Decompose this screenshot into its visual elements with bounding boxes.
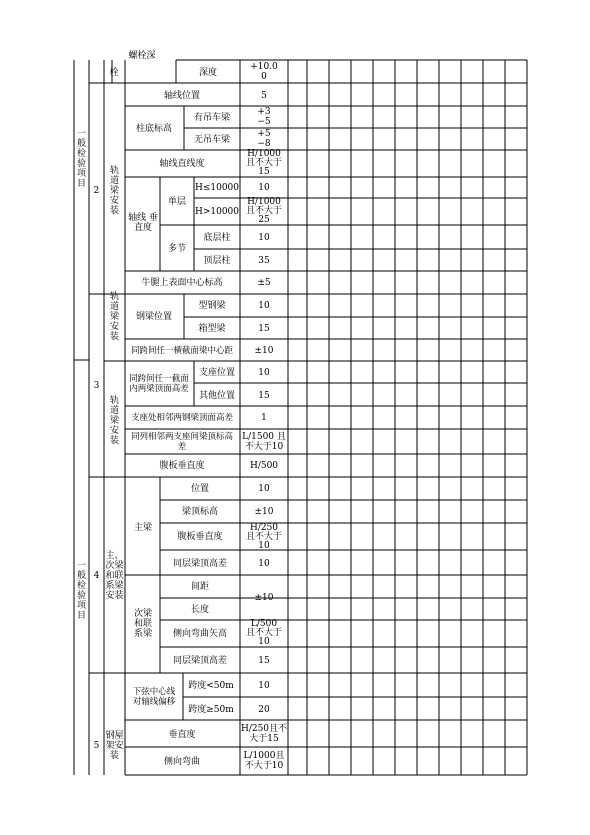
same-column-diff-label: 同列相邻两支座间梁顶标高差 bbox=[130, 432, 234, 452]
same-floor-diff2-value: 15 bbox=[258, 656, 270, 666]
item2-name: 轨道梁安装 bbox=[109, 166, 120, 216]
top-column-value: 35 bbox=[258, 256, 270, 266]
other-position-label: 其他位置 bbox=[198, 391, 236, 401]
main-beam-label: 主梁 bbox=[133, 523, 153, 533]
item4-name: 主、次梁和联系梁安装 bbox=[105, 551, 124, 601]
beam-top-elevation-value: ±10 bbox=[254, 507, 274, 517]
without-crane-beam-value: +5 −8 bbox=[257, 129, 271, 149]
top-fragment-text: 螺栓深 bbox=[128, 51, 156, 61]
box-beam-value: 15 bbox=[258, 324, 270, 334]
same-span-center-value: ±10 bbox=[254, 346, 274, 356]
support-position-value: 10 bbox=[258, 368, 270, 378]
same-floor-diff2-label: 同层梁顶高差 bbox=[172, 656, 228, 666]
span-ge-value: 20 bbox=[258, 705, 270, 715]
i-beam-value: 10 bbox=[258, 301, 270, 311]
same-span-center-label: 同跨间任一横截面梁中心距 bbox=[130, 346, 234, 356]
length-label: 长度 bbox=[190, 605, 210, 615]
beam-top-elevation-label: 梁顶标高 bbox=[181, 507, 219, 517]
chord-offset-label: 下弦中心线对轴线偏移 bbox=[132, 687, 176, 707]
lateral-bending-value: L/500 且不大于 10 bbox=[245, 619, 283, 647]
col-shuan-text: 栓 bbox=[109, 68, 119, 78]
other-position-value: 15 bbox=[258, 391, 270, 401]
item5-lateral-bending-value: L/1000且不大于10 bbox=[243, 751, 285, 771]
span-lt-value: 10 bbox=[258, 681, 270, 691]
axis-position-value: 5 bbox=[261, 91, 267, 101]
box-beam-label: 箱型梁 bbox=[198, 324, 226, 334]
top-column-label: 顶层柱 bbox=[203, 256, 231, 266]
without-crane-beam-label: 无吊车梁 bbox=[193, 135, 231, 145]
spacing-label: 间距 bbox=[190, 582, 210, 592]
web-verticality-value: H/500 bbox=[249, 461, 279, 471]
section-label-bottom: 一般检验项目 bbox=[76, 561, 87, 621]
item4-no: 4 bbox=[93, 571, 100, 581]
i-beam-label: 型钢梁 bbox=[198, 301, 226, 311]
position-label: 位置 bbox=[190, 484, 210, 494]
single-storey-label: 单层 bbox=[167, 197, 187, 207]
h-gt-label: H>10000 bbox=[194, 207, 240, 217]
bracket-elevation-label: 牛腿上表面中心标高 bbox=[141, 278, 223, 288]
span-ge-label: 跨度≥50m bbox=[188, 705, 234, 715]
table-text-layer bbox=[77, 49, 287, 771]
adjacent-beam-diff-label: 支座处相邻两钢梁顶面高差 bbox=[130, 413, 234, 423]
verticality-label: 垂直度 bbox=[168, 730, 196, 740]
top-height-diff-label: 同跨间任一截面内两梁顶面高差 bbox=[129, 374, 189, 394]
spacing-length-value: ±10 bbox=[254, 593, 274, 603]
item3-name: 轨道梁安装 bbox=[109, 396, 120, 446]
lateral-bending-label: 侧向弯曲矢高 bbox=[172, 629, 228, 639]
bottom-column-value: 10 bbox=[258, 233, 270, 243]
secondary-beam-label: 次梁和联系梁 bbox=[133, 609, 153, 639]
multi-storey-label: 多节 bbox=[167, 244, 187, 254]
with-crane-beam-label: 有吊车梁 bbox=[193, 113, 231, 123]
main-web-verticality-label: 腹板垂直度 bbox=[177, 532, 223, 542]
h-le-label: H≤10000 bbox=[194, 183, 240, 193]
item5-name: 钢屋架安装 bbox=[105, 731, 124, 761]
item2-no: 2 bbox=[93, 186, 100, 196]
with-crane-beam-value: +3 −5 bbox=[257, 107, 271, 127]
same-floor-diff-label: 同层梁顶高差 bbox=[172, 559, 228, 569]
support-position-label: 支座位置 bbox=[198, 368, 236, 378]
verticality-value: H/250且不大于15 bbox=[240, 724, 288, 744]
column-base-elevation-label: 柱底标高 bbox=[135, 124, 173, 134]
item3-no: 3 bbox=[93, 381, 100, 391]
depth-label: 深度 bbox=[198, 68, 218, 78]
bracket-elevation-value: ±5 bbox=[257, 278, 271, 288]
web-verticality-label: 腹板垂直度 bbox=[159, 461, 205, 471]
section-label-top: 一般检验项目 bbox=[76, 129, 87, 189]
same-floor-diff-value: 10 bbox=[258, 559, 270, 569]
adjacent-beam-diff-value: 1 bbox=[261, 413, 267, 423]
h-le-value: 10 bbox=[258, 183, 270, 193]
same-column-diff-value: L/1500 且不大于10 bbox=[242, 432, 286, 452]
main-web-verticality-value: H/250 且不大于 10 bbox=[245, 523, 283, 551]
bottom-column-label: 底层柱 bbox=[203, 233, 231, 243]
axis-straightness-value: H/1000 且不大于 15 bbox=[245, 149, 283, 177]
depth-value: +10.0 0 bbox=[250, 62, 278, 82]
position-value: 10 bbox=[258, 484, 270, 494]
beam-item-name: 轨道梁安装 bbox=[109, 292, 120, 342]
h-gt-value: H/1000 且不大于 25 bbox=[245, 197, 283, 225]
axis-verticality-label: 轴线 垂直度 bbox=[128, 213, 158, 233]
item5-no: 5 bbox=[93, 741, 100, 751]
span-lt-label: 跨度<50m bbox=[188, 681, 234, 691]
axis-straightness-label: 轴线直线度 bbox=[159, 159, 205, 169]
item5-lateral-bending-label: 侧向弯曲 bbox=[163, 757, 201, 767]
axis-position-label: 轴线位置 bbox=[163, 91, 201, 101]
steel-beam-position-label: 钢梁位置 bbox=[135, 312, 173, 322]
